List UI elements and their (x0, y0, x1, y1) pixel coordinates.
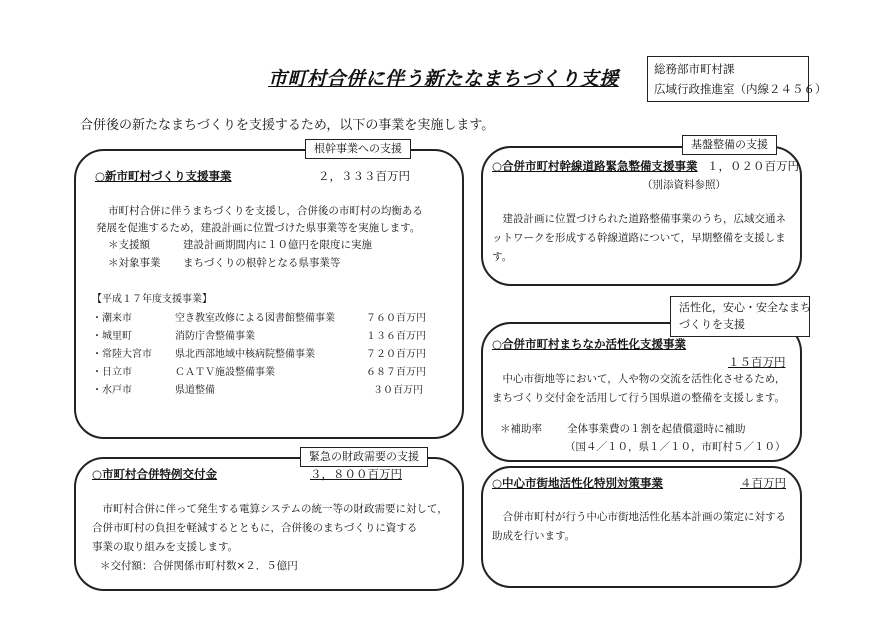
emergency-note: ＊交付額：合併関係市町村数×２．５億円 (100, 560, 298, 572)
emergency-desc-end: 事業の取り組みを支援します。 (92, 541, 239, 553)
emergency-header: ○市町村合併特例交付金 (92, 467, 218, 481)
emergency-desc: 市町村合併に伴って発生する電算システムの統一等の財政需要に対して，合併市町村の負担を軽減するとともに，合併後のまちづくりに資する (92, 503, 448, 534)
project-row-city: ・常陸大宮市 (92, 349, 152, 360)
project-row-name: 県道整備 (175, 385, 215, 396)
infra-ref: （別添資料参照） (642, 179, 726, 191)
infra-amount: １，０２０百万円 (707, 159, 799, 173)
project-row-name: 県北西部地域中核病院整備事業 (175, 349, 315, 360)
core-year-title: 【平成１７年度支援事業】 (92, 294, 212, 305)
project-row-amount: ３０百万円 (373, 385, 423, 396)
core-support-label: ＊支援額 (108, 239, 150, 251)
core-support-value: 建設計画期間内に１０億円を限度に実施 (183, 239, 372, 251)
vitalization-desc: 中心市街地等において，人や物の交流を活性化させるため，まちづくり交付金を活用して行う国県道の整備を支援します。 (492, 373, 786, 404)
center-district-amount: ４百万円 (740, 476, 786, 490)
emergency-amount: ３，８００百万円 (310, 467, 402, 481)
vitalization-tab (670, 296, 810, 337)
core-support-tab: 根幹事業への支援 (305, 139, 411, 159)
infra-desc: 建設計画に位置づけられた道路整備事業のうち，広域交通ネットワークを形成する幹線道路について，早期整備を支援します。 (492, 213, 786, 263)
core-target-value: まちづくりの根幹となる県事業等 (183, 257, 341, 269)
project-row-amount: ７６０百万円 (366, 313, 426, 324)
vitalization-rate-split: （国４／１０，県１／１０，市町村５／１０） (565, 441, 786, 453)
project-row-city: ・城里町 (92, 331, 132, 342)
project-row-city: ・水戸市 (92, 385, 132, 396)
vitalization-amount: １５百万円 (728, 355, 786, 369)
project-row-name: ＣＡＴＶ施設整備事業 (175, 367, 275, 378)
project-row-name: 空き教室改修による図書館整備事業 (175, 313, 335, 324)
vitalization-tab-line2: づくりを支援 (679, 318, 745, 331)
center-district-desc: 合併市町村が行う中心市街地活性化基本計画の策定に対する助成を行います。 (492, 511, 786, 542)
core-desc-line2: 発展を促進するため，建設計画に位置づけた県事業等を実施します。 (96, 222, 421, 234)
core-desc-line1: 市町村合併に伴うまちづくりを支援し，合併後の市町村の均衡ある (108, 205, 423, 217)
project-row-name: 消防庁舎整備事業 (175, 331, 255, 342)
page-title: 市町村合併に伴う新たなまちづくり支援 (268, 68, 619, 90)
core-amount: ２，３３３百万円 (318, 169, 410, 183)
project-row-amount: ７２０百万円 (366, 349, 426, 360)
infra-support-tab: 基盤整備の支援 (682, 135, 777, 155)
emergency-support-tab: 緊急の財政需要の支援 (300, 447, 428, 467)
department-office: 広域行政推進室（内線２４５６） (654, 82, 827, 96)
vitalization-tab-line1: 活性化，安心・安全なまち (679, 301, 811, 314)
core-header: ○新市町村づくり支援事業 (95, 169, 232, 183)
department-box (647, 56, 827, 102)
center-district-header: ○中心市街地活性化特別対策事業 (492, 476, 664, 490)
intro-text: 合併後の新たなまちづくりを支援するため，以下の事業を実施します。 (80, 118, 495, 133)
core-target-label: ＊対象事業 (108, 257, 161, 269)
project-row-amount: ６８７百万円 (366, 367, 426, 378)
project-row-city: ・潮来市 (92, 313, 132, 324)
department-name: 総務部市町村課 (654, 62, 735, 76)
vitalization-header: ○合併市町村まちなか活性化支援事業 (492, 337, 687, 351)
infra-header: ○合併市町村幹線道路緊急整備支援事業 (492, 159, 698, 173)
vitalization-rate-value: 全体事業費の１割を起債償還時に補助 (567, 423, 746, 435)
vitalization-rate-label: ＊補助率 (500, 423, 542, 435)
project-row-amount: １３６百万円 (366, 331, 426, 342)
project-row-city: ・日立市 (92, 367, 132, 378)
